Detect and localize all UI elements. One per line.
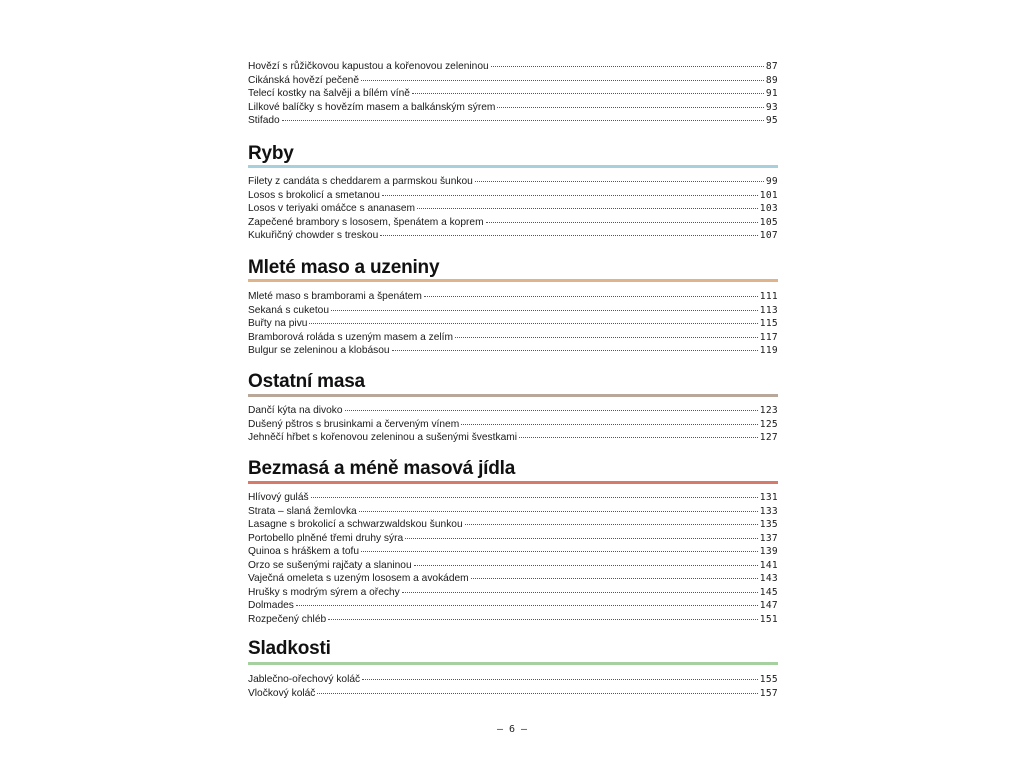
dot-leader: [475, 172, 764, 182]
section-heading-ostatni-masa: Ostatní masa: [248, 371, 365, 392]
toc-entry-page: 143: [759, 573, 778, 584]
section-heading-ryby: Ryby: [248, 143, 294, 164]
dot-leader: [519, 428, 758, 438]
toc-entry-title: Sekaná s cuketou: [248, 304, 329, 316]
dot-leader: [402, 583, 758, 593]
toc-entry-page: 135: [759, 519, 778, 530]
toc-entry[interactable]: [248, 228, 778, 242]
toc-entry-page: 99: [765, 176, 778, 187]
section-heading-mlete-maso: Mleté maso a uzeniny: [248, 257, 440, 278]
section-rule-ryby: [248, 165, 778, 168]
toc-entry-page: 139: [759, 546, 778, 557]
toc-entry-title: Portobello plněné třemi druhy sýra: [248, 532, 404, 544]
toc-entry-title: Hrušky s modrým sýrem a ořechy: [248, 586, 400, 598]
toc-entry-title: Jablečno-ořechový koláč: [248, 674, 361, 685]
toc-entry-title: Vločkový koláč: [248, 687, 316, 699]
dot-leader: [424, 287, 758, 297]
toc-entry-page: 157: [759, 687, 778, 699]
toc-entry-page: 133: [759, 505, 778, 517]
toc-entry-title: Hlívový guláš: [248, 492, 309, 503]
toc-entry-page: 107: [759, 230, 778, 241]
toc-entry-title: Stifado: [248, 115, 280, 126]
toc-entry-page: 151: [759, 613, 778, 625]
section-rule-mlete-maso: [248, 279, 778, 282]
dot-leader: [331, 301, 758, 311]
toc-entry-page: 147: [759, 600, 778, 611]
dot-leader: [309, 314, 757, 324]
toc-entry-page: 155: [759, 674, 778, 685]
dot-leader: [361, 542, 758, 552]
section-heading-bezmasa: Bezmasá a méně masová jídla: [248, 458, 516, 479]
dot-leader: [412, 84, 764, 94]
dot-leader: [486, 213, 758, 223]
toc-entry-title: Bulgur se zeleninou a klobásou: [248, 345, 390, 356]
dot-leader: [345, 401, 758, 411]
section-mlete-maso-entries: [248, 289, 778, 357]
dot-leader: [362, 670, 758, 680]
toc-entry-title: Rozpečený chléb: [248, 613, 327, 625]
toc-entry-page: 127: [759, 432, 778, 443]
dot-leader: [417, 199, 758, 209]
toc-entry-page: 101: [759, 189, 778, 201]
toc-entry-page: 131: [759, 492, 778, 503]
dot-leader: [497, 98, 763, 108]
dot-leader: [380, 226, 758, 236]
dot-leader: [461, 415, 758, 425]
dot-leader: [455, 328, 758, 338]
dot-leader: [405, 529, 758, 539]
section-rule-sladkosti: [248, 662, 778, 665]
toc-entry-title: Quinoa s hráškem a tofu: [248, 546, 359, 557]
toc-entry-title: Losos v teriyaki omáčce s ananasem: [248, 203, 416, 214]
toc-entry[interactable]: [248, 430, 778, 444]
toc-entry-title: Losos s brokolicí a smetanou: [248, 189, 380, 201]
toc-entry-page: 117: [759, 331, 778, 343]
toc-entry[interactable]: [248, 612, 778, 626]
toc-entry-title: Hovězí s růžičkovou kapustou a kořenovou zeleninou: [248, 61, 489, 72]
toc-entry-title: Lilkové balíčky s hovězím masem a balkánským sýrem: [248, 101, 496, 113]
dot-leader: [465, 515, 758, 525]
toc-entry-page: 137: [759, 532, 778, 544]
toc-entry-page: 111: [759, 291, 778, 302]
toc-entry-page: 105: [759, 216, 778, 228]
toc-entry[interactable]: [248, 686, 778, 700]
section-heading-sladkosti: Sladkosti: [248, 638, 331, 659]
toc-entry-title: Lasagne s brokolicí a schwarzwaldskou šunkou: [248, 519, 463, 530]
section-ostatni-masa-entries: [248, 403, 778, 444]
dot-leader: [328, 610, 758, 620]
toc-entry-page: 87: [765, 61, 778, 72]
dot-leader: [361, 71, 764, 81]
toc-entry-page: 123: [759, 405, 778, 416]
toc-entry-title: Vaječná omeleta s uzeným lososem a avokádem: [248, 573, 469, 584]
section-rule-ostatni-masa: [248, 394, 778, 397]
dot-leader: [382, 186, 758, 196]
section-rule-bezmasa: [248, 481, 778, 484]
dot-leader: [471, 569, 758, 579]
toc-entry-title: Orzo se sušenými rajčaty a slaninou: [248, 559, 412, 571]
toc-entry-title: Dušený pštros s brusinkami a červeným vínem: [248, 418, 460, 430]
toc-entry-title: Mleté maso s bramborami a špenátem: [248, 291, 422, 302]
toc-entry-title: Cikánská hovězí pečeně: [248, 74, 359, 86]
toc-entry-page: 113: [759, 304, 778, 316]
page-number: – 6 –: [496, 724, 528, 735]
dot-leader: [392, 341, 758, 351]
toc-entry-page: 89: [765, 74, 778, 86]
dot-leader: [311, 488, 758, 498]
toc-entry-page: 103: [759, 203, 778, 214]
toc-entry-page: 95: [765, 115, 778, 126]
toc-entry-title: Dančí kýta na divoko: [248, 405, 343, 416]
toc-entry-page: 119: [759, 345, 778, 356]
section-sladkosti-entries: [248, 672, 778, 699]
toc-entry-title: Telecí kostky na šalvěji a bílém víně: [248, 88, 410, 99]
toc-entry-page: 125: [759, 418, 778, 430]
dot-leader: [491, 57, 764, 67]
toc-entry-page: 91: [765, 88, 778, 99]
toc-entry-title: Dolmades: [248, 600, 294, 611]
toc-entry-page: 145: [759, 586, 778, 598]
dot-leader: [317, 684, 757, 694]
dot-leader: [296, 596, 758, 606]
toc-continued-group: [248, 59, 778, 127]
dot-leader: [282, 111, 764, 121]
toc-entry[interactable]: [248, 343, 778, 357]
toc-entry-title: Strata – slaná žemlovka: [248, 505, 357, 517]
dot-leader: [414, 556, 758, 566]
toc-entry-title: Kukuřičný chowder s treskou: [248, 230, 379, 241]
toc-entry[interactable]: [248, 113, 778, 127]
toc-entry-page: 115: [759, 318, 778, 329]
dot-leader: [359, 502, 758, 512]
toc-entry-title: Buřty na pivu: [248, 318, 308, 329]
toc-entry-title: Bramborová roláda s uzeným masem a zelím: [248, 331, 453, 343]
toc-entry-page: 93: [765, 101, 778, 113]
section-ryby-entries: [248, 174, 778, 242]
toc-entry-page: 141: [759, 559, 778, 571]
section-bezmasa-entries: [248, 490, 778, 625]
toc-entry-title: Jehněčí hřbet s kořenovou zeleninou a sušenými švestkami: [248, 432, 517, 443]
toc-entry-title: Zapečené brambory s lososem, špenátem a koprem: [248, 216, 484, 228]
toc-entry-title: Filety z candáta s cheddarem a parmskou šunkou: [248, 176, 473, 187]
